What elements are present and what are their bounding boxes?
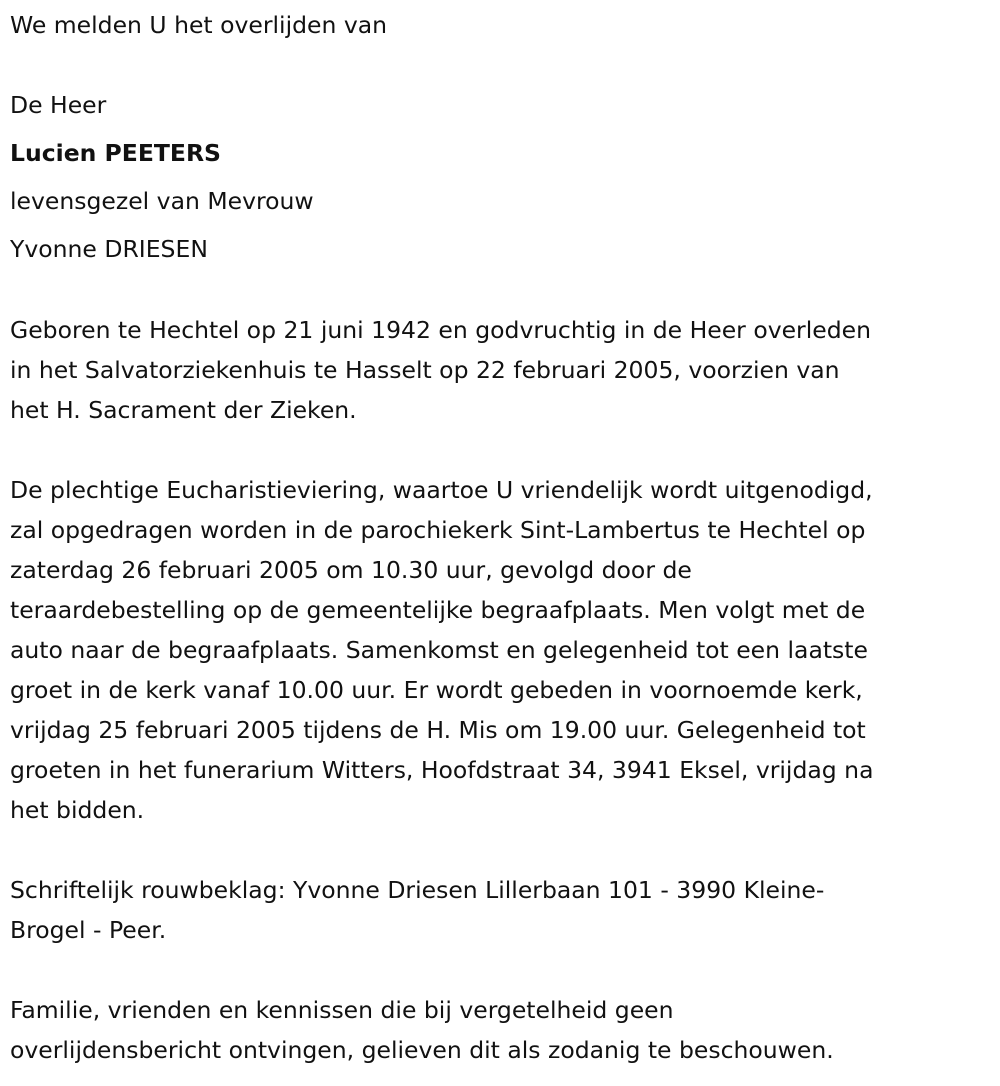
paragraph-line: teraardebestelling op de gemeentelijke begraafplaats. Men volgt met de (10, 596, 866, 624)
partner-name: Yvonne DRIESEN (10, 235, 208, 263)
paragraph-line: Familie, vrienden en kennissen die bij vergetelheid geen (10, 996, 674, 1024)
paragraph-line: Schriftelijk rouwbeklag: Yvonne Driesen Lillerbaan 101 - 3990 Kleine- (10, 876, 825, 904)
paragraph-line: overlijdensbericht ontvingen, gelieven dit als zodanig te beschouwen. (10, 1036, 834, 1064)
paragraph-line: De plechtige Eucharistieviering, waartoe U vriendelijk wordt uitgenodigd, (10, 476, 873, 504)
paragraph-line: het H. Sacrament der Zieken. (10, 396, 357, 424)
paragraph-line: Brogel - Peer. (10, 916, 167, 944)
paragraph-line: auto naar de begraafplaats. Samenkomst en gelegenheid tot een laatste (10, 636, 868, 664)
paragraph-line: het bidden. (10, 796, 145, 824)
paragraph-line: groet in de kerk vanaf 10.00 uur. Er wordt gebeden in voornoemde kerk, (10, 676, 863, 704)
paragraph-line: zal opgedragen worden in de parochiekerk Sint-Lambertus te Hechtel op (10, 516, 866, 544)
relation-text: levensgezel van Mevrouw (10, 187, 314, 215)
deceased-name: Lucien PEETERS (10, 139, 221, 167)
paragraph-line: Geboren te Hechtel op 21 juni 1942 en godvruchtig in de Heer overleden (10, 316, 871, 344)
paragraph-line: zaterdag 26 februari 2005 om 10.30 uur, gevolgd door de (10, 556, 692, 584)
paragraph-line: vrijdag 25 februari 2005 tijdens de H. Mis om 19.00 uur. Gelegenheid tot (10, 716, 866, 744)
paragraph-line: groeten in het funerarium Witters, Hoofdstraat 34, 3941 Eksel, vrijdag na (10, 756, 874, 784)
paragraph-line: in het Salvatorziekenhuis te Hasselt op 22 februari 2005, voorzien van (10, 356, 840, 384)
honorific: De Heer (10, 91, 107, 119)
intro-text: We melden U het overlijden van (10, 11, 388, 39)
